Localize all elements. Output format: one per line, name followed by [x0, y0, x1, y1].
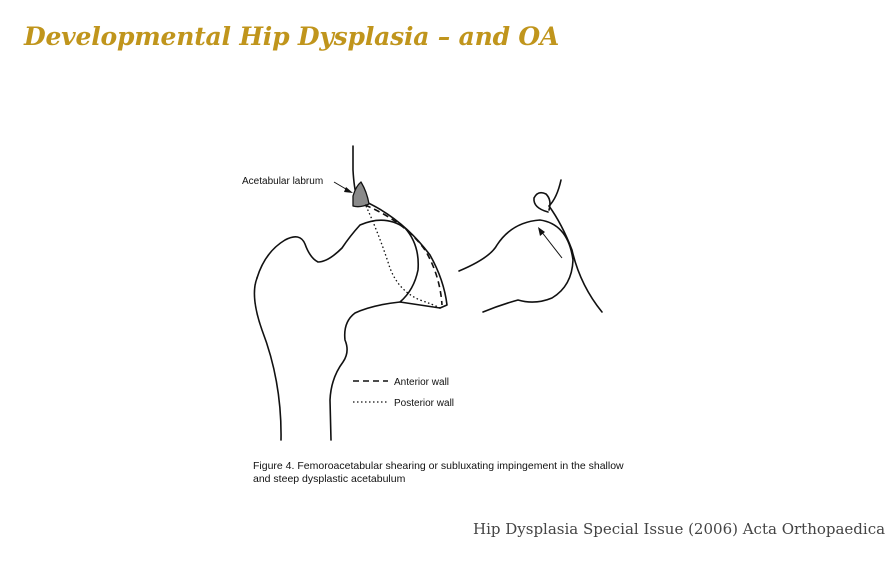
- legend-posterior-label: Posterior wall: [394, 398, 455, 409]
- legend-anterior-label: Anterior wall: [394, 377, 450, 388]
- acetabular-labrum-shape: [353, 182, 369, 207]
- right-hip-drawing: [459, 180, 602, 312]
- slide-title: Developmental Hip Dysplasia – and OA: [24, 22, 560, 51]
- labrum-leader-arrowhead: [344, 187, 353, 193]
- right-labrum-loop: [534, 193, 550, 212]
- source-citation: Hip Dysplasia Special Issue (2006) Acta Orthopaedica: [473, 520, 885, 538]
- figure-caption: Figure 4. Femoroacetabular shearing or subluxating impingement in the shallow and steep dysplastic acetabulum: [253, 460, 624, 485]
- femur-neck-inner: [400, 302, 440, 308]
- left-femur-drawing: [254, 146, 450, 440]
- right-pelvis-outline: [549, 180, 602, 312]
- pelvis-outline: [353, 146, 447, 308]
- labrum-label: Acetabular labrum: [242, 176, 324, 187]
- right-contact-arrow-line: [541, 231, 562, 258]
- right-femoral-head: [459, 220, 573, 312]
- femur-shaft-medial: [254, 278, 281, 440]
